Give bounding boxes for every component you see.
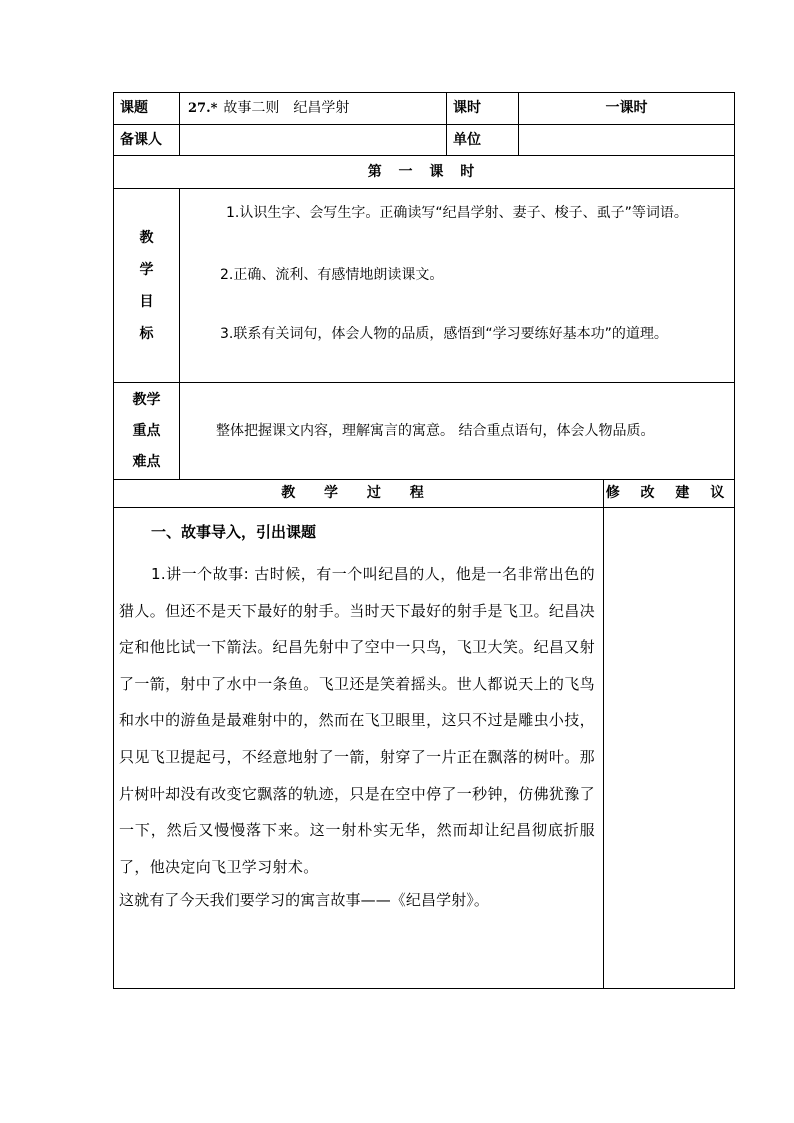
section1-closing: 这就有了今天我们要学习的寓言故事——《纪昌学射》。 [119,891,490,910]
key-points-text: 整体把握课文内容，理解寓言的寓意。 结合重点语句，体会人物品质。 [180,383,735,480]
unit-label: 单位 [447,125,519,156]
revise-header: 修 改 建 议 [604,480,735,508]
period-label: 课时 [447,93,519,125]
goal-item-2: 2.正确、流利、有感情地朗读课文。 [220,267,444,283]
process-header: 教 学 过 程 [114,480,604,508]
preparer-label: 备课人 [114,125,180,156]
section1-title: 一、故事导入，引出课题 [151,523,317,541]
process-content-row [114,508,735,989]
process-content [114,508,604,989]
goals-label [114,189,180,383]
topic-row [114,93,735,125]
period-value: 一课时 [519,93,735,125]
goals-row [114,189,735,383]
goals-label-char: 学 [139,261,154,278]
goal-item-1: 1.认识生字、会写生字。正确读写“纪昌学射、妻子、梭子、虱子”等词语。 [226,205,688,221]
key-points-label-line: 重点 [132,422,161,439]
first-period-row [114,156,735,189]
key-points-row [114,383,735,480]
goals-label-char: 标 [139,325,154,342]
preparer-value [180,125,447,156]
goals-content [180,189,735,383]
revise-content [604,508,735,989]
key-points-label-line: 教学 [132,391,161,408]
section1-paragraph: 1.讲一个故事: 古时候，有一个叫纪昌的人，他是一名非常出色的猎人。但还不是天下最好的射手。当时天下最好的射手是飞卫。纪昌决定和他比试一下箭法。纪昌先射中了空中一只鸟，飞卫大笑。纪昌又射了一箭，射中了水中一条鱼。飞卫还是笑着摇头。世人都说天上的飞鸟和水中的游鱼是最难射中的，然而在飞卫眼里，这只不过是雕虫小技，只见飞卫提起弓，不经意地射了一箭，射穿了一片正在飘落的树叶。那片树叶却没有改变它飘落的轨迹，只是在空中停了一秒钟，仿佛犹豫了一下，然后又慢慢落下来。这一射朴实无华，然而却让纪昌彻底折服了，他决定向飞卫学习射术。 [119,565,595,876]
key-points-label [114,383,180,480]
process-header-row [114,480,735,508]
topic-title: 故事二则 纪昌学射 [223,100,350,117]
topic-value [180,93,447,125]
goals-label-char: 目 [139,293,154,310]
lesson-plan-table [113,92,735,989]
preparer-row [114,125,735,156]
key-points-label-line: 难点 [132,453,161,470]
first-period-title: 第 一 课 时 [114,156,735,189]
unit-value [519,125,735,156]
goal-item-3: 3.联系有关词句，体会人物的品质，感悟到“学习要练好基本功”的道理。 [220,326,668,342]
topic-number: 27.* [188,101,218,117]
topic-label: 课题 [114,93,180,125]
goals-label-char: 教 [139,229,154,246]
